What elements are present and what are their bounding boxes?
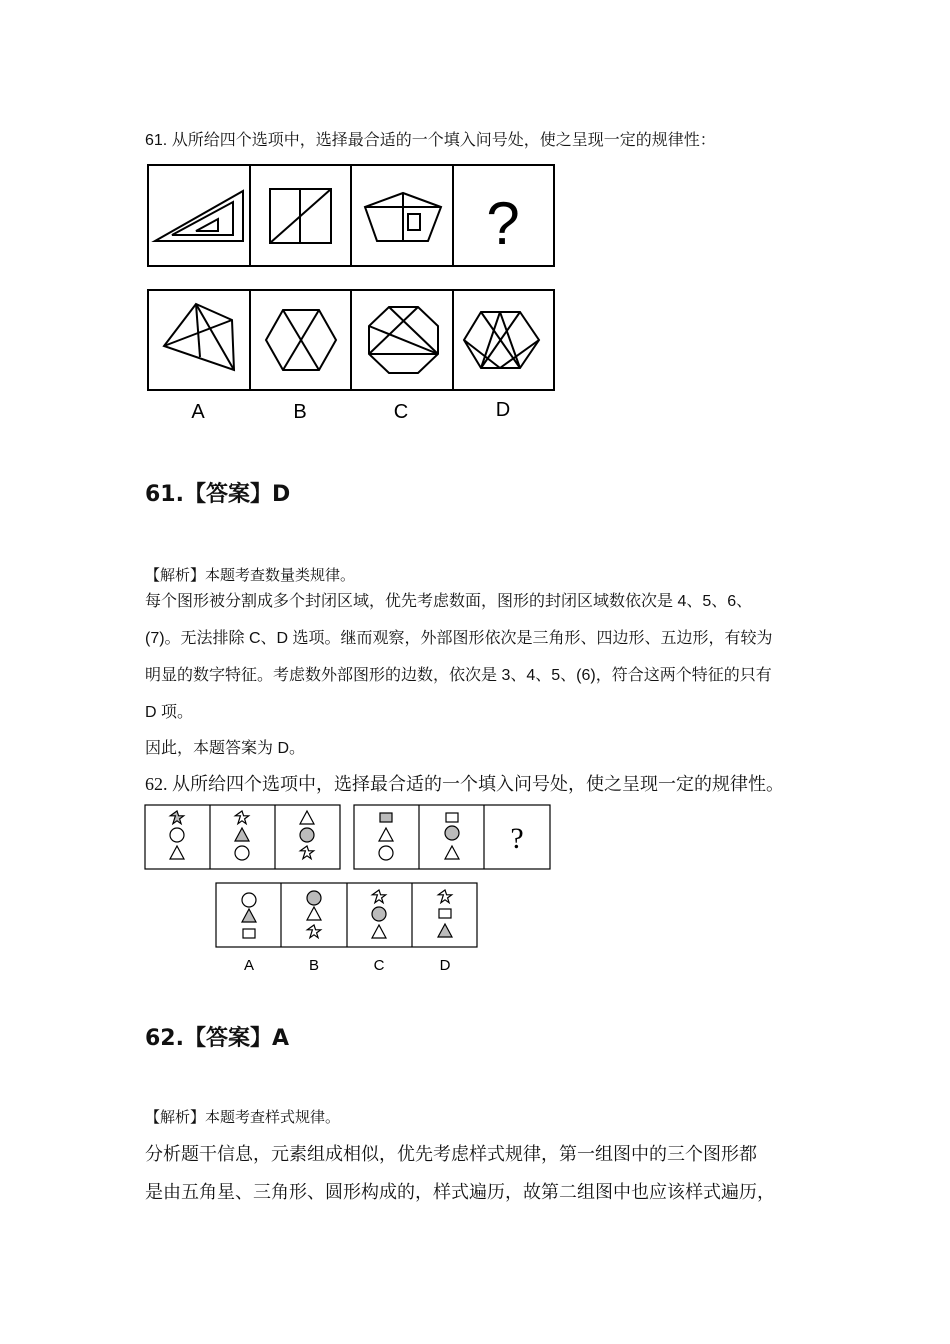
q62-answer-heading: 62.【答案】A — [145, 1026, 289, 1051]
q61-question-mark: ? — [486, 190, 520, 257]
q62-question-mark: ? — [510, 822, 524, 855]
q62-analysis-label: 【解析】本题考查样式规律。 — [145, 1110, 341, 1126]
q61-conclusion: 因此，本题答案为 D。 — [145, 740, 306, 757]
q62-analysis-line: 分析题干信息，元素组成相似，优先考虑样式规律，第一组图中的三个图形都 — [145, 1144, 757, 1164]
q62-group2-figure-2 — [445, 813, 459, 859]
q61-answer-heading: 61.【答案】D — [145, 482, 291, 507]
q62-option-d-figure — [438, 890, 452, 937]
q62-group1-figure-1 — [170, 811, 184, 859]
q61-analysis-line: 每个图形被分割成多个封闭区域，优先考虑数面，图形的封闭区域数依次是 4、5、6、 — [145, 593, 753, 610]
q61-analysis-label: 【解析】本题考查数量类规律。 — [145, 568, 356, 584]
q62-option-label: B — [308, 957, 320, 974]
q62-group2-figure-1 — [379, 813, 393, 860]
q62-group1-figure-3 — [300, 811, 314, 859]
q61-option-label: D — [495, 399, 511, 421]
q61-analysis-line: D 项。 — [145, 704, 194, 721]
q61-question: 61. 从所给四个选项中，选择最合适的一个填入问号处，使之呈现一定的规律性： — [145, 132, 716, 149]
q62-option-c-figure — [372, 890, 386, 938]
q62-group1-figure-2 — [235, 811, 249, 860]
q62-question: 62. 从所给四个选项中，选择最合适的一个填入问号处，使之呈现一定的规律性。 — [145, 774, 784, 794]
q62-analysis-line: 是由五角星、三角形、圆形构成的，样式遍历，故第二组图中也应该样式遍历， — [145, 1182, 775, 1202]
q62-option-a-figure — [242, 893, 256, 938]
q61-option-label: B — [293, 401, 307, 423]
q62-option-label: A — [243, 957, 255, 974]
q61-analysis-line: (7)。无法排除 C、D 选项。继而观察，外部图形依次是三角形、四边形、五边形，有较为 — [145, 630, 773, 647]
q62-option-label: C — [373, 957, 385, 974]
q61-option-label: C — [393, 401, 409, 423]
q62-option-label: D — [439, 957, 451, 974]
q61-analysis-line: 明显的数字特征。考虑数外部图形的边数，依次是 3、4、5、(6)，符合这两个特征的只有 — [145, 667, 772, 684]
q61-option-label: A — [191, 401, 205, 423]
q62-option-b-figure — [307, 891, 321, 938]
